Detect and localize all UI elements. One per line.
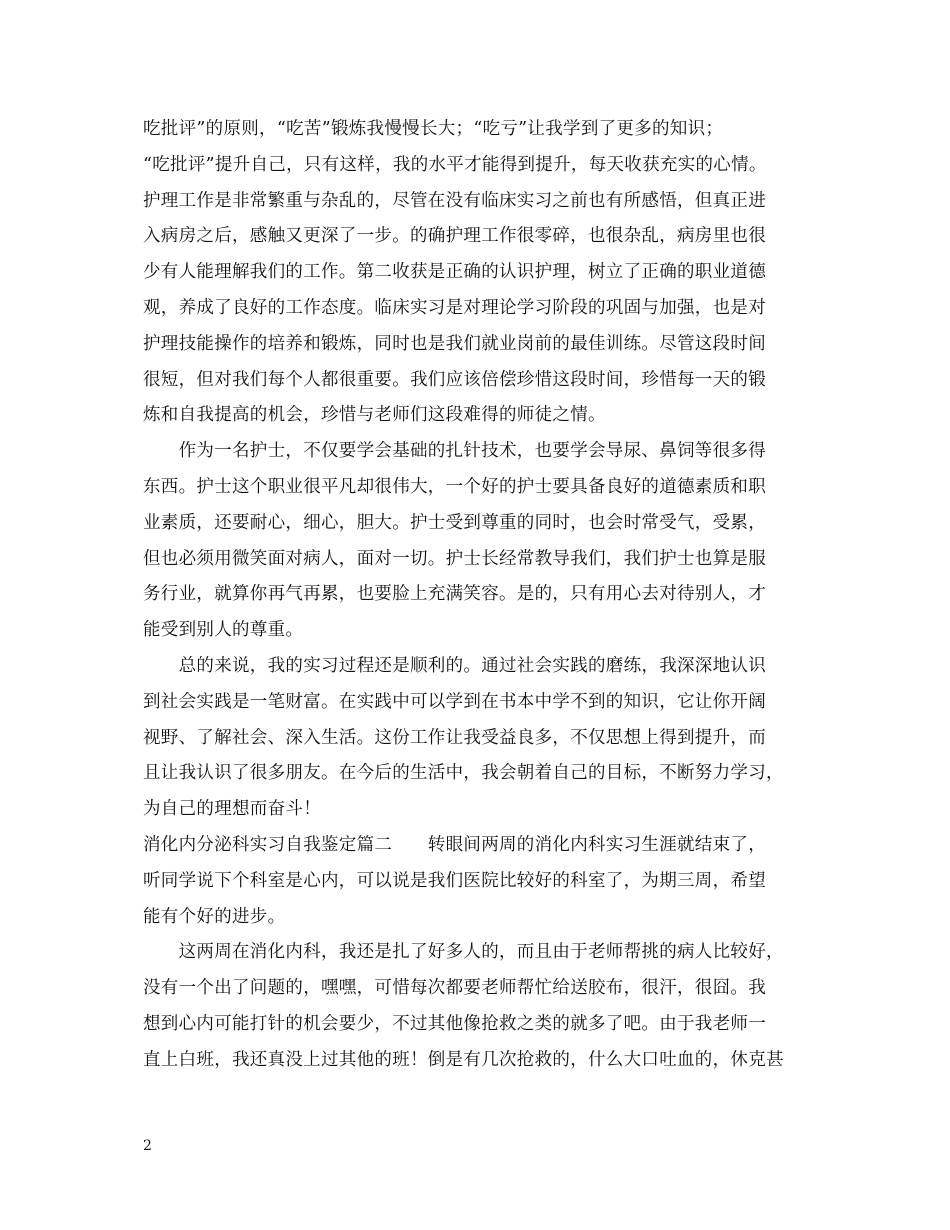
text-line: 务行业，就算你再气再累，也要脸上充满笑容。是的，只有用心去对待别人，才	[143, 584, 766, 605]
text-line: 入病房之后，感触又更深了一步。的确护理工作很零碎，也很杂乱，病房里也很	[143, 226, 766, 247]
text-line: 想到心内可能打针的机会要少，不过其他像抢救之类的就多了吧。由于我老师一	[143, 1013, 766, 1034]
text-line: 东西。护士这个职业很平凡却很伟大，一个好的护士要具备良好的道德素质和职	[143, 476, 766, 497]
text-line: 听同学说下个科室是心内，可以说是我们医院比较好的科室了，为期三周，希望	[143, 870, 766, 891]
text-line: 消化内分泌科实习自我鉴定篇二 转眼间两周的消化内科实习生涯就结束了，	[143, 834, 766, 855]
text-line: 能受到别人的尊重。	[143, 620, 304, 641]
page-number: 2	[143, 1138, 152, 1154]
text-line: 吃批评”的原则，“吃苦”锻炼我慢慢长大；“吃亏”让我学到了更多的知识；	[143, 119, 724, 139]
body-text	[143, 112, 828, 1079]
text-line: 护理工作是非常繁重与杂乱的，尽管在没有临床实习之前也有所感悟，但真正进	[143, 190, 766, 211]
text-line: 观，养成了良好的工作态度。临床实习是对理论学习阶段的巩固与加强，也是对	[143, 297, 766, 318]
text-line: 作为一名护士，不仅要学会基础的扎针技术，也要学会导尿、鼻饲等很多得	[143, 441, 766, 462]
text-line: 为自己的理想而奋斗！	[143, 799, 321, 820]
text-line: 少有人能理解我们的工作。第二收获是正确的认识护理，树立了正确的职业道德	[143, 262, 766, 283]
text-line: 但也必须用微笑面对病人，面对一切。护士长经常教导我们，我们护士也算是服	[143, 548, 766, 569]
text-line: 且让我认识了很多朋友。在今后的生活中，我会朝着自己的目标，不断努力学习，	[143, 763, 784, 784]
text-line: 业素质，还要耐心，细心，胆大。护士受到尊重的同时，也会时常受气，受累，	[143, 512, 766, 533]
text-line: 能有个好的进步。	[143, 906, 286, 927]
text-line: 直上白班，我还真没上过其他的班！倒是有几次抢救的，什么大口吐血的，休克甚	[143, 1049, 784, 1070]
text-line: 护理技能操作的培养和锻炼，同时也是我们就业岗前的最佳训练。尽管这段时间	[143, 333, 766, 354]
text-line: 这两周在消化内科，我还是扎了好多人的，而且由于老师帮挑的病人比较好，	[143, 942, 784, 963]
text-line: 炼和自我提高的机会，珍惜与老师们这段难得的师徒之情。	[143, 405, 606, 426]
text-line: 没有一个出了问题的，嘿嘿，可惜每次都要老师帮忙给送胶布，很汗，很囧。我	[143, 978, 766, 999]
text-line: 到社会实践是一笔财富。在实践中可以学到在书本中学不到的知识，它让你开阔	[143, 691, 766, 712]
text-line: 总的来说，我的实习过程还是顺利的。通过社会实践的磨练，我深深地认识	[143, 655, 766, 676]
text-line: 视野、了解社会、深入生活。这份工作让我受益良多，不仅思想上得到提升，而	[143, 727, 766, 748]
text-line: 很短，但对我们每个人都很重要。我们应该倍偿珍惜这段时间，珍惜每一天的锻	[143, 369, 766, 390]
text-line: “吃批评”提升自己，只有这样，我的水平才能得到提升，每天收获充实的心情。	[143, 154, 767, 175]
